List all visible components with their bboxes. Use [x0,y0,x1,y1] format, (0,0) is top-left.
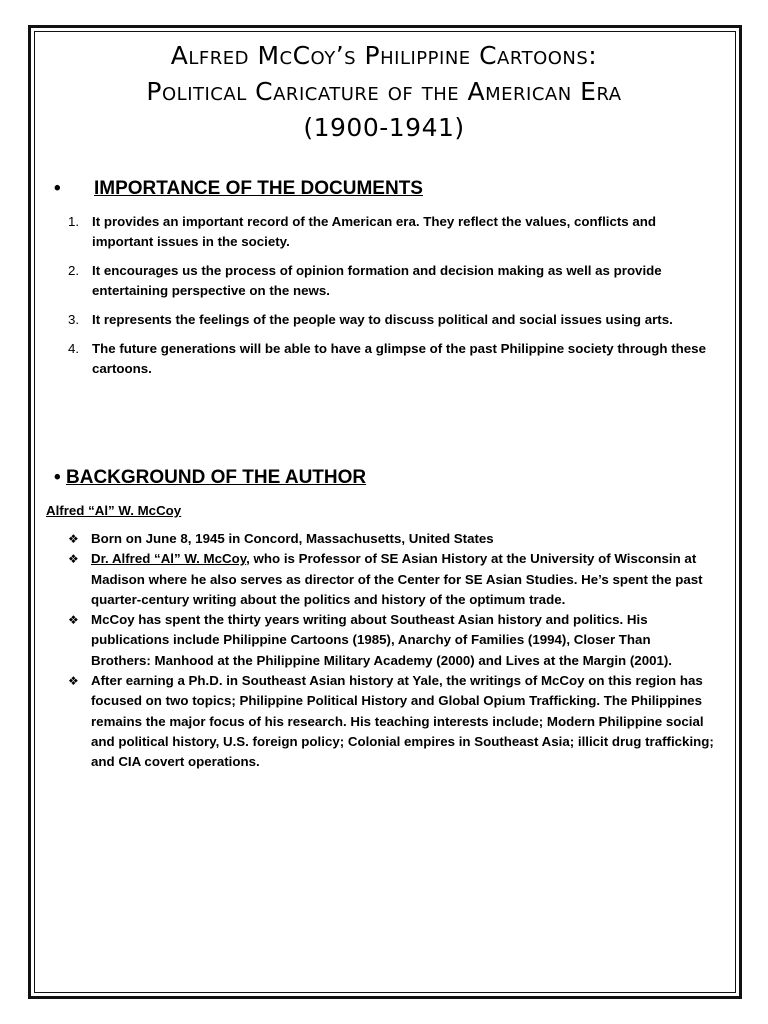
list-item [68,261,718,301]
list-item [68,671,714,772]
section-heading-text: BACKGROUND OF THE AUTHOR [66,467,367,488]
list-item-text: After earning a Ph.D. in Southeast Asian history at Yale, the writings of McCoy on this region has focused on two topics; Philippine Political History and Global Opium Trafficking. The Philippines remains the major focus of his research. His teaching interests include; Modern Philippine social and political history, U.S. foreign policy; Colonial empires in Southeast Asia; illicit drug trafficking; and CIA covert operations. [91,673,714,770]
list-item [68,610,714,671]
importance-list [68,212,718,388]
diamond-bullet-icon: ❖ [68,674,79,689]
list-item-text: It provides an important record of the American era. They reflect the values, conflicts and important issues in the society. [92,214,657,249]
list-number: 1. [68,214,80,229]
document-title [42,38,726,146]
list-item-text: The future generations will be able to have a glimpse of the past Philippine society through these cartoons. [92,341,706,376]
list-item [68,339,718,379]
list-item [68,529,714,549]
list-item-text: McCoy has spent the thirty years writing about Southeast Asian history and politics. His publications include Philippine Cartoons (1985), Anarchy of Families (1994), Closer Than Brothers: Manhood at the Philippine Military Academy (2000) and Lives at the Margin (2001). [91,612,672,668]
list-number: 4. [68,341,80,356]
bullet-icon: • [54,178,61,199]
list-item [68,549,714,610]
author-name-inline: Dr. Alfred “Al” W. McCoy [91,551,247,567]
list-item-text: It encourages us the process of opinion formation and decision making as well as provide entertaining perspective on the news. [92,263,662,298]
section-heading-text: IMPORTANCE OF THE DOCUMENTS [94,178,423,199]
list-item [68,310,718,330]
list-number: 3. [68,312,80,327]
diamond-bullet-icon: ❖ [68,532,79,546]
document-page [42,38,726,988]
diamond-bullet-icon: ❖ [68,613,79,628]
list-item-text: , who is Professor of SE Asian History at the University of Wisconsin at Madison where he also serves as director of the Center for SE Asian Studies. He’s spent the past quarter-century writing about the politics and history of the optimum trade. [91,551,703,607]
list-item [68,212,718,252]
list-item-text: Born on June 8, 1945 in Concord, Massachusetts, United States [91,531,494,546]
list-item-text: It represents the feelings of the people way to discuss political and social issues using arts. [92,312,673,327]
section-heading-author [54,467,366,489]
author-name: Alfred “Al” W. McCoy [46,503,182,518]
title-line-3: (1900-1941) [303,113,465,142]
author-bio-list [68,529,714,773]
diamond-bullet-icon: ❖ [68,552,79,567]
title-line-2: Political Caricature of the American Era [146,77,622,106]
list-number: 2. [68,263,80,278]
title-line-1: Alfred McCoy’s Philippine Cartoons: [170,41,598,70]
bullet-icon: • [54,467,61,488]
section-heading-importance [54,178,423,200]
